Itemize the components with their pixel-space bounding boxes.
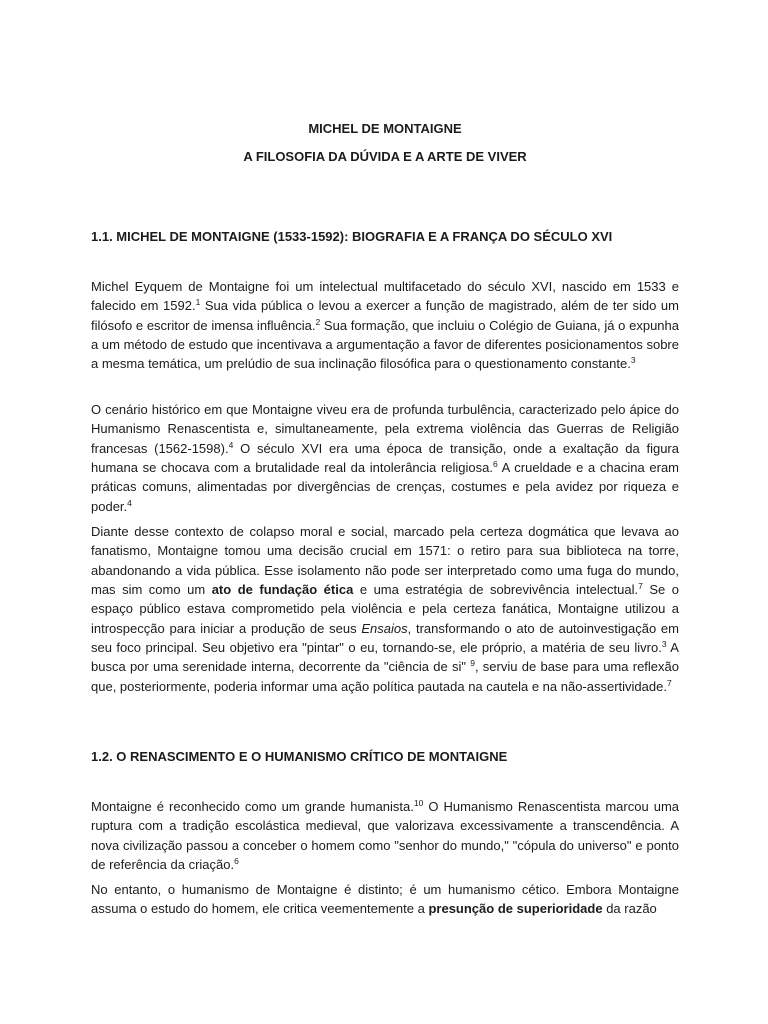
- footnote-ref: 2: [315, 316, 321, 327]
- footnote-ref: 7: [666, 677, 672, 688]
- footnote-ref: 6: [492, 459, 498, 470]
- footnote-ref: 6: [234, 856, 239, 867]
- section-heading-1-2: 1.2. O RENASCIMENTO E O HUMANISMO CRÍTICO DE MONTAIGNE: [91, 749, 508, 764]
- paragraph-skeptical-humanism: No entanto, o humanismo de Montaigne é distinto; é um humanismo cético. Embora Montaigne assuma o estudo do homem, ele critica veementemente a presunção de superioridade da razão: [91, 882, 679, 917]
- footnote-ref: 10: [413, 798, 424, 808]
- section-heading-1-1: 1.1. MICHEL DE MONTAIGNE (1533-1592): BIOGRAFIA E A FRANÇA DO SÉCULO XVI: [91, 229, 613, 244]
- emphasis-bold: ato de fundação ética: [211, 582, 354, 598]
- emphasis-italic: Ensaios: [361, 620, 408, 636]
- paragraph-biography: Michel Eyquem de Montaigne foi um intelectual multifacetado do século XVI, nascido em 1533 e falecido em 1592.$^1$ Sua vida pública o levou a exercer a função de magistrado, além de ter sido um filósofo e escritor de imensa influência.$^2$ Sua formação, que incluiu o Colégio de Guiana, já o expunha a um método de estudo que incentivava a argumentação a favor de diferentes posicionamentos sobre a mesma temática, um prelúdio de sua inclinação filosófica para o questionamento constante.$^3$: [91, 279, 679, 372]
- document-title: MICHEL DE MONTAIGNE: [308, 121, 462, 136]
- emphasis-bold: presunção de superioridade: [428, 901, 603, 917]
- footnote-ref: 1: [195, 297, 201, 308]
- paragraph-humanism: Montaigne é reconhecido como um grande humanista.$^{10}$ O Humanismo Renascentista marcou uma ruptura com a tradição escolástica medieval, que valorizava excessivamente a transcendência. A nova civilização passou a conceber o homem como "senhor do mundo," "cópula do universo" e ponto de referência da criação.$^6$: [91, 798, 680, 873]
- footnote-ref: 3: [661, 639, 667, 650]
- footnote-ref: 9: [470, 658, 475, 669]
- footnote-ref: 4: [228, 439, 234, 450]
- paragraph-historical-context: O cenário histórico em que Montaigne viveu era de profunda turbulência, caracterizado pelo ápice do Humanismo Renascentista e, simultaneamente, pela extrema violência das Guerras de Religião francesas (1562-1598).$^4$ O século XVI era uma época de transição, onde a exaltação da figura humana se chocava com a brutalidade real da intolerância religiosa.$^6$ A crueldade e a chacina eram práticas comuns, alimentadas por divergências de crenças, costumes e pela avidez por riqueza e poder.$^4$: [91, 402, 679, 514]
- paragraph-retreat: Diante desse contexto de colapso moral e social, marcado pela certeza dogmática que levava ao fanatismo, Montaigne tomou uma decisão crucial em 1571: o retiro para sua biblioteca na torre, abandonando a vida pública. Esse isolamento não pode ser interpretado como uma fuga do mundo, mas sim como um ato de fundação ética e uma estratégia de sobrevivência intelectual.$^7$ Se o espaço público estava comprometido pela violência e pela certeza fanática, Montaigne utilizou a introspecção para iniciar a produção de seus Ensaios, transformando o ato de autoinvestigação em seu foco principal. Seu objetivo era "pintar" o eu, tornando-se, ele próprio, a matéria de seu livro.$^3$ A busca por uma serenidade interna, decorrente da "ciência de si" $^9$, serviu de base para uma reflexão que, posteriormente, poderia informar uma ação política pautada na cautela e na não-assertividade.$^7$: [91, 524, 680, 694]
- document-subtitle: A FILOSOFIA DA DÚVIDA E A ARTE DE VIVER: [243, 149, 527, 164]
- footnote-ref: 3: [630, 355, 636, 366]
- footnote-ref: 4: [127, 497, 132, 508]
- footnote-ref: 7: [638, 581, 643, 592]
